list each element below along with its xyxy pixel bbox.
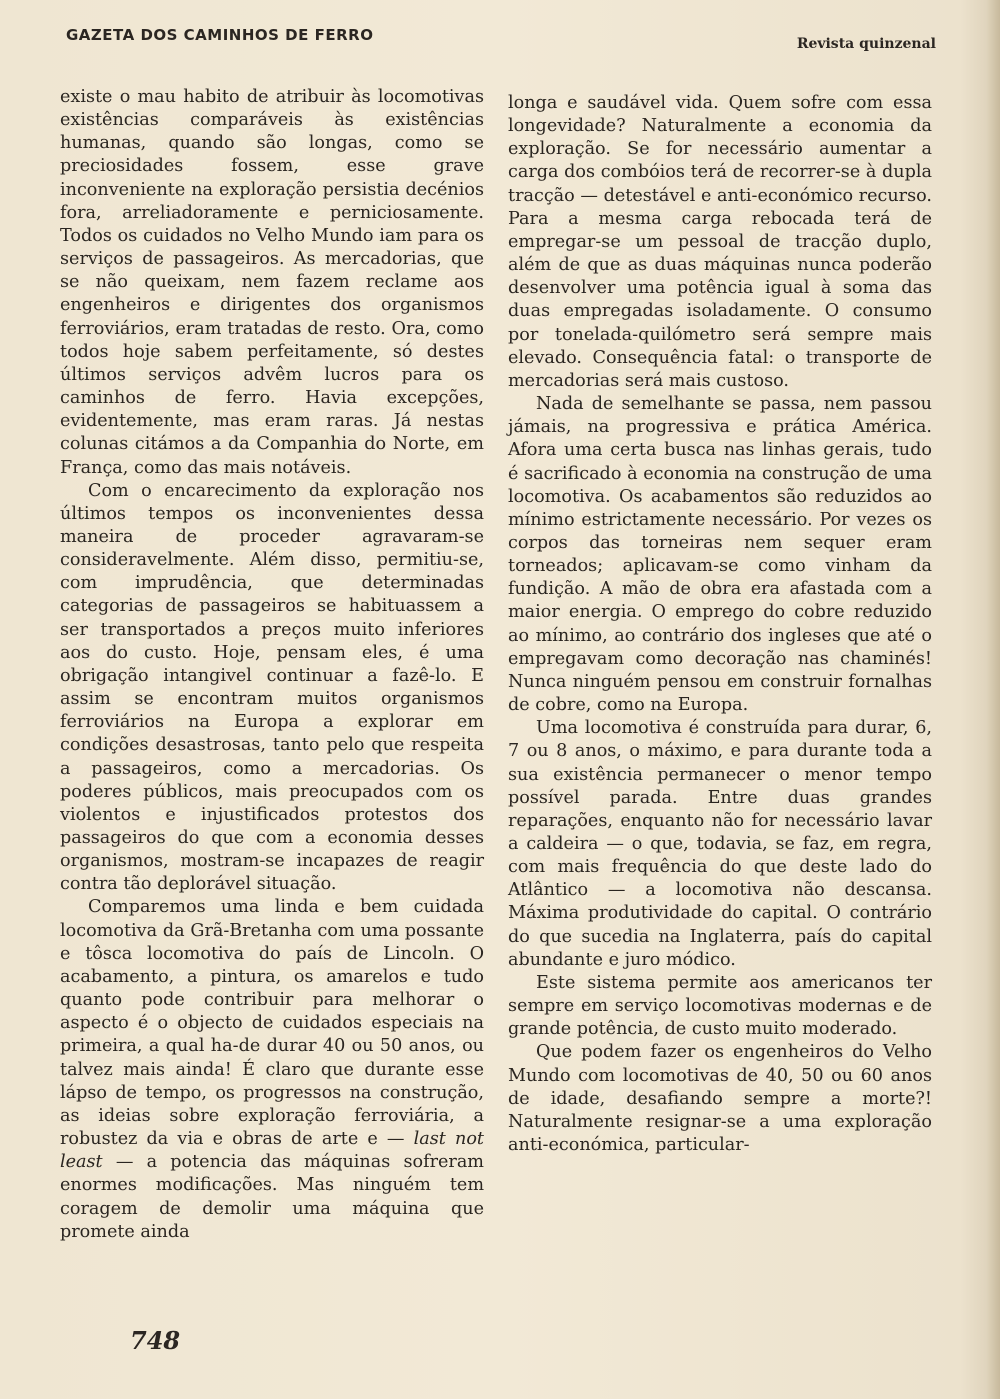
paragraph: Com o encarecimento da exploração nos últimos tempos os inconvenientes dessa maneira de proceder agravaram-se consideravelmente. Além disso, permitiu-se, com imprudência, que determinadas categorias de passageiros se habituassem a ser transportados a preços muito inferiores aos do custo. Hoje, pensam eles, é uma obrigação intangivel continuar a fazê-lo. E assim se encontram muitos organismos ferroviários na Europa a explorar em condições desastrosas, tanto pelo que respeita a passageiros, como a mercadorias. Os poderes públicos, mais preocupados com os violentos e injustificados protestos dos passageiros do que com a economia desses organismos, mostram-se incapazes de reagir contra tão deplorável situação. [60, 480, 484, 895]
page-number: 748 [130, 1326, 181, 1355]
right-column [508, 92, 932, 1157]
paragraph: existe o mau habito de atribuir às locomotivas existências comparáveis às existências humanas, quando são longas, como se preciosidades fossem, esse grave inconveniente na exploração persistia decénios fora, arreliadoramente e perniciosamente. Todos os cuidados no Velho Mundo iam para os serviços de passageiros. As mercadorias, que se não queixam, nem fazem reclame aos engenheiros e dirigentes dos organismos ferroviários, eram tratadas de resto. Ora, como todos hoje sabem perfeitamente, só destes últimos serviços advêm lucros para os caminhos de ferro. Havia excepções, evidentemente, mas eram raras. Já nestas colunas citámos a da Companhia do Norte, em França, como das mais notáveis. [60, 87, 484, 478]
paragraph: longa e saudável vida. Quem sofre com essa longevidade? Naturalmente a economia da exploração. Se for necessário aumentar a carga dos combóios terá de recorrer-se à dupla tracção — detestável e anti-económico recurso. Para a mesma carga rebocada terá de empregar-se um pessoal de tracção duplo, além de que as duas máquinas nunca poderão desenvolver uma potência igual à soma das duas empregadas isoladamente. O consumo por tonelada-quilómetro será sempre mais elevado. Consequência fatal: o transporte de mercadorias será mais custoso. [508, 93, 932, 391]
left-column [60, 86, 484, 1244]
publication-title: GAZETA DOS CAMINHOS DE FERRO [66, 26, 374, 44]
text-run: — a potencia das máquinas sofreram enormes modificações. Mas ninguém tem coragem de demolir uma máquina que promete ainda [60, 1152, 484, 1242]
paragraph: Nada de semelhante se passa, nem passou jámais, na progressiva e prática América. Afora uma certa busca nas linhas gerais, tudo é sacrificado à economia na construção de uma locomotiva. Os acabamentos são reduzidos ao mínimo estrictamente necessário. Por vezes os corpos das torneiras nem sequer eram torneados; aplicavam-se como vinham da fundição. A mão de obra era afastada com a maior energia. O emprego do cobre reduzido ao mínimo, ao contrário dos ingleses que até o empregavam como decoração nas chaminés! Nunca ninguém pensou em construir fornalhas de cobre, como na Europa. [508, 394, 932, 716]
paragraph: Uma locomotiva é construída para durar, 6, 7 ou 8 anos, o máximo, e para durante toda a sua existência permanecer o menor tempo possível parada. Entre duas grandes reparações, enquanto não for necessário lavar a caldeira — o que, todavia, se faz, em regra, com mais frequência do que deste lado do Atlântico — a locomotiva não descansa. Máxima produtividade do capital. O contrário do que sucedia na Inglaterra, país do capital abundante e juro módico. [508, 718, 932, 970]
text-run: Comparemos uma linda e bem cuidada locomotiva da Grã-Bretanha com uma possante e tôsca locomotiva do país de Lincoln. O acabamento, a pintura, os amarelos e tudo quanto pode contribuir para melhorar o aspecto é o objecto de cuidados especiais na primeira, a qual ha-de durar 40 ou 50 anos, ou talvez mais ainda! É claro que durante esse lápso de tempo, os progressos na construção, as ideias sobre exploração ferroviária, a robustez da via e obras de arte e — [60, 897, 484, 1150]
page-edge [986, 0, 1000, 1399]
paragraph: Que podem fazer os engenheiros do Velho Mundo com locomotivas de 40, 50 ou 60 anos de idade, desafiando sempre a morte?! Naturalmente resignar-se a uma exploração anti-económica, particular- [508, 1042, 932, 1156]
paragraph [60, 896, 484, 1243]
italic-phrase: last not least [60, 1129, 484, 1173]
paragraph: Este sistema permite aos americanos ter sempre em serviço locomotivas modernas e de grande potência, de custo muito moderado. [508, 972, 932, 1040]
publication-subtitle: Revista quinzenal [796, 36, 936, 52]
